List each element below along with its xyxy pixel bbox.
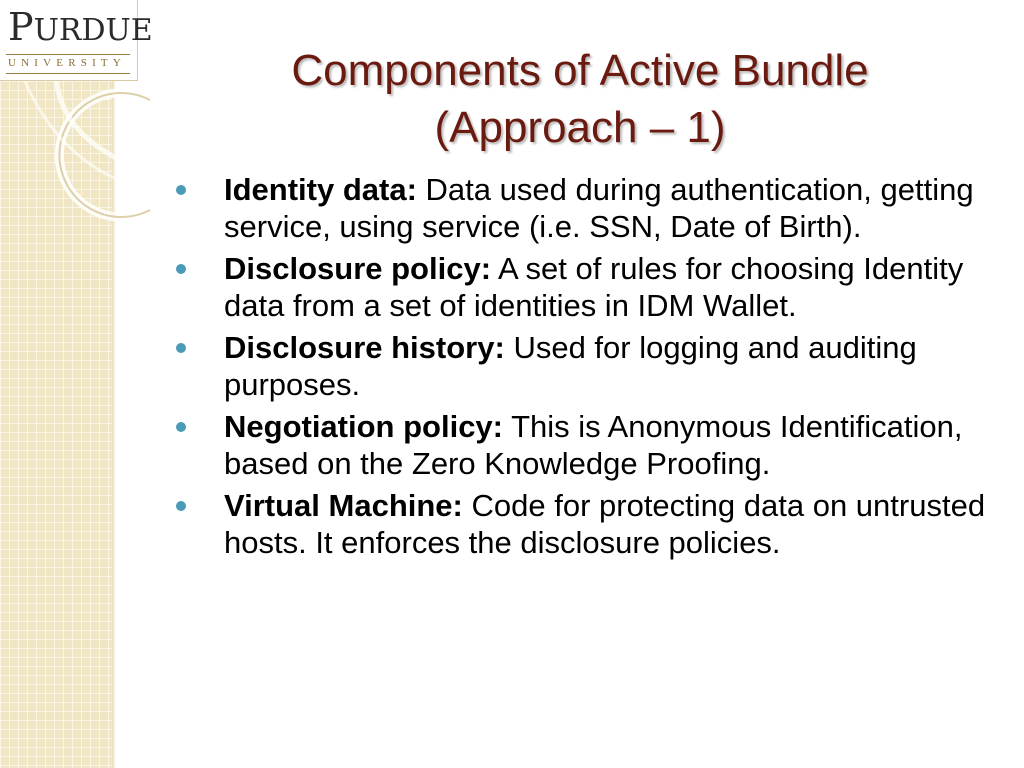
- bullet-item-identity-data: [168, 172, 998, 245]
- slide-title-line-1: Components of Active Bundle: [291, 46, 869, 95]
- bullet-text: Code for protecting data on untrusted hosts. It enforces the disclosure policies.: [224, 488, 986, 560]
- bullet-term: Disclosure history:: [224, 330, 505, 365]
- bullet-text: A set of rules for choosing Identity data from a set of identities in IDM Wallet.: [224, 251, 964, 323]
- bullet-item-disclosure-history: [168, 330, 998, 403]
- bullet-text: Used for logging and auditing purposes.: [224, 330, 917, 402]
- bullet-item-negotiation-policy: [168, 409, 998, 482]
- bullet-marker-icon: [176, 343, 186, 353]
- bullet-text: This is Anonymous Identification, based on the Zero Knowledge Proofing.: [224, 409, 963, 481]
- slide-title-line-2: (Approach – 1): [434, 103, 726, 152]
- logo-wordmark-rest: URDUE: [33, 13, 153, 48]
- bullet-term: Virtual Machine:: [224, 488, 463, 523]
- bullet-term: Identity data:: [224, 172, 417, 207]
- bullet-marker-icon: [176, 501, 186, 511]
- purdue-logo: [0, 0, 153, 81]
- bullet-marker-icon: [176, 185, 186, 195]
- bullet-item-disclosure-policy: [168, 251, 998, 324]
- logo-wordmark-first: P: [8, 5, 34, 49]
- logo-rule-top: [6, 54, 130, 55]
- logo-rule-bottom: [6, 73, 130, 74]
- slide-title: [160, 42, 1000, 156]
- bullet-list: [168, 172, 998, 567]
- bullet-text: Data used during authentication, getting service, using service (i.e. SSN, Date of Birth).: [224, 172, 974, 244]
- bullet-term: Negotiation policy:: [224, 409, 503, 444]
- bullet-term: Disclosure policy:: [224, 251, 492, 286]
- bullet-marker-icon: [176, 422, 186, 432]
- logo-subline: UNIVERSITY: [8, 57, 126, 69]
- bullet-marker-icon: [176, 264, 186, 274]
- bullet-item-virtual-machine: [168, 488, 998, 561]
- logo-wordmark: [8, 4, 153, 54]
